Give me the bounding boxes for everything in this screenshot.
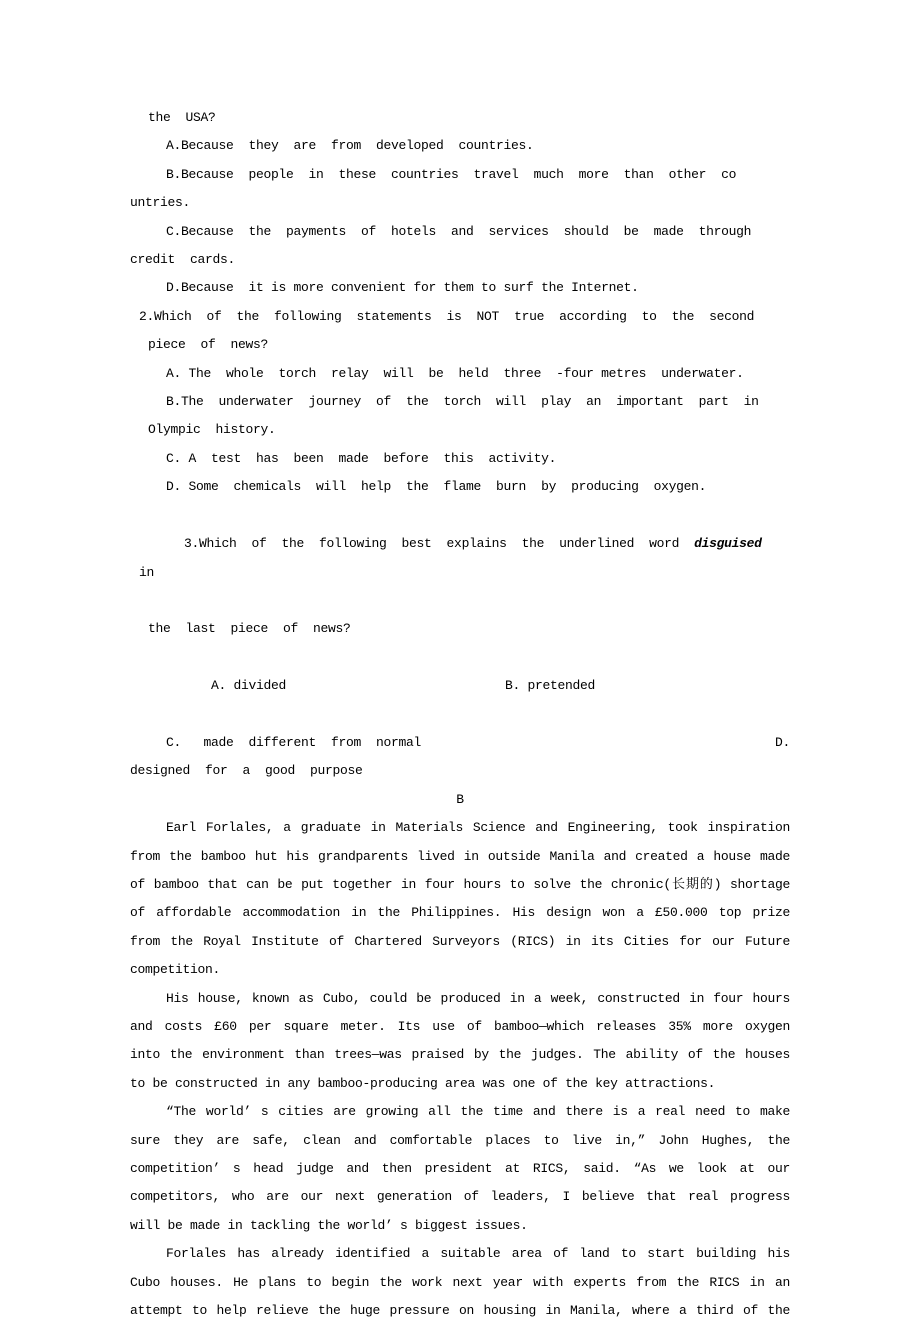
section-header: B xyxy=(456,791,464,807)
passage-para2-line2: and costs £60 per square meter. Its use of bamboo—which releases 35% more oxygen xyxy=(130,1019,790,1034)
q3-stem-line2: the last piece of news? xyxy=(148,621,351,637)
passage-para1-line2: from the bamboo hut his grandparents lived in outside Manila and created a house made xyxy=(130,848,790,864)
q3-option-d-label: D. xyxy=(774,734,790,750)
q1-stem-tail: the USA? xyxy=(148,110,216,125)
q3-options-row-cd xyxy=(130,729,790,757)
q3-stem-prefix: 3.Which of the following best explains the underlined word xyxy=(184,536,695,552)
q1-option-a: A.Because they are from developed countries. xyxy=(166,138,534,154)
q3-stem-suffix: in xyxy=(139,536,777,580)
passage-para2-line4: to be constructed in any bamboo-producing area was one of the key attractions. xyxy=(130,1075,716,1091)
q1-option-c-line2: credit cards. xyxy=(130,252,236,268)
passage-para3-line3: competition’ s head judge and then president at RICS, said. “As we look at our xyxy=(130,1161,790,1177)
q2-option-a: A. The whole torch relay will be held three -four metres underwater. xyxy=(166,365,744,381)
q1-option-b-line2: untries. xyxy=(130,195,191,211)
passage-para2-line3: into the environment than trees—was praised by the judges. The ability of the houses xyxy=(130,1047,790,1063)
passage-para4-line3: attempt to help relieve the huge pressure on housing in Manila, where a third of the xyxy=(130,1303,790,1319)
passage-para3-line2: sure they are safe, clean and comfortable places to live in,” John Hughes, the xyxy=(130,1132,790,1148)
q3-options-row-ab xyxy=(130,644,790,729)
passage-para2-line1: His house, known as Cubo, could be produced in a week, constructed in four hours xyxy=(166,990,790,1006)
q2-stem-line1: 2.Which of the following statements is NOT true according to the second xyxy=(139,308,755,324)
passage-para1-line5: from the Royal Institute of Chartered Surveyors (RICS) in its Cities for our Future xyxy=(130,933,790,949)
passage-para1-line6: competition. xyxy=(130,962,221,978)
passage-para3-line4: competitors, who are our next generation of leaders, I believe that real progress xyxy=(130,1189,790,1205)
q2-option-d: D. Some chemicals will help the flame burn by producing oxygen. xyxy=(166,479,707,495)
q2-option-c: C. A test has been made before this activity. xyxy=(166,450,557,466)
q2-option-b-line1: B.The underwater journey of the torch will play an important part in xyxy=(166,394,759,410)
passage-para3-line1: “The world’ s cities are growing all the time and there is a real need to make xyxy=(166,1104,790,1120)
passage-para1-line3: of bamboo that can be put together in four hours to solve the chronic(长期的) shortage xyxy=(130,876,790,892)
q3-option-d-text: designed for a good purpose xyxy=(130,763,363,779)
passage-para1-line1: Earl Forlales, a graduate in Materials Science and Engineering, took inspiration xyxy=(166,820,790,836)
q3-option-c: C. made different from normal xyxy=(166,734,422,750)
q3-option-b: B. pretended xyxy=(505,678,596,694)
q1-option-c-line1: C.Because the payments of hotels and services should be made through xyxy=(166,223,752,239)
passage-para4-line1: Forlales has already identified a suitable area of land to start building his xyxy=(166,1246,790,1262)
passage-para3-line5: will be made in tackling the world’ s biggest issues. xyxy=(130,1217,528,1233)
q3-keyword-disguised: disguised xyxy=(694,536,762,552)
q1-option-b-line1: B.Because people in these countries travel much more than other co xyxy=(166,166,737,182)
q3-stem-line1 xyxy=(130,502,790,616)
q2-stem-line2: piece of news? xyxy=(148,337,269,353)
passage-para1-line4: of affordable accommodation in the Philippines. His design won a £50.000 top prize xyxy=(130,905,790,921)
q3-option-a: A. divided xyxy=(211,678,287,694)
passage-para4-line2: Cubo houses. He plans to begin the work next year with experts from the RICS in an xyxy=(130,1274,790,1290)
q2-option-b-line2: Olympic history. xyxy=(148,422,276,438)
q1-option-d: D.Because it is more convenient for them to surf the Internet. xyxy=(166,280,639,296)
